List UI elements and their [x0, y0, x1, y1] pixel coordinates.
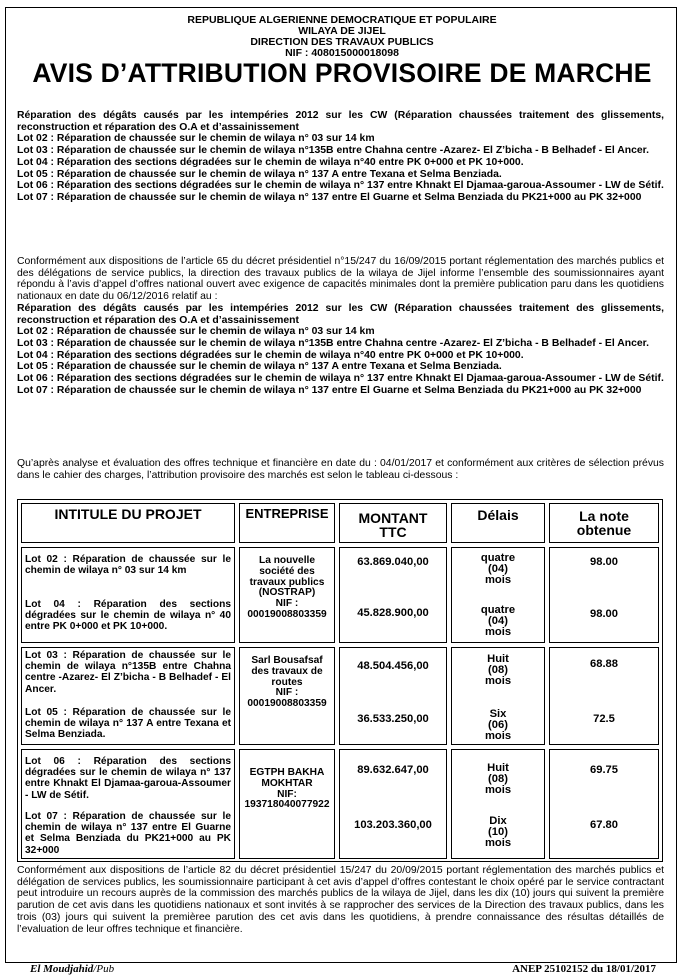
row-lot-04-delay-unit: mois [484, 626, 512, 638]
row-lot-03-amount: 48.504.456,00 [357, 660, 429, 672]
intro-lot-04: Lot 04 : Réparation des sections dégradées sur le chemin de wilaya n°40 entre PK 0+000 et PK 10+000. [17, 156, 524, 168]
row-lot-07-project: Lot 07 : Réparation de chaussée sur le chemin de wilaya n° 137 entre El Guarne et Selma Benziada du PK21+000 au PK 32+000 [25, 811, 231, 856]
header-project: INTITULE DU PROJET [54, 506, 202, 522]
row-lot-02-amount: 63.869.040,00 [357, 556, 429, 568]
row-lot-05-delay-word: Six [489, 708, 507, 720]
row-lot-04-project: Lot 04 : Réparation des sections dégradées sur le chemin de wilaya n° 40 entre PK 0+000 et PK 10+000. [25, 599, 231, 633]
company-nostrap-line2: société des [259, 565, 315, 577]
row-lot-06-delay-unit: mois [484, 784, 512, 796]
company-bakha-line2: MOKHTAR [261, 777, 313, 789]
header-score-line1: La note [579, 508, 629, 524]
row-lot-06-delay-number: (08) [488, 773, 508, 785]
row-lot-05-score: 72.5 [593, 713, 615, 725]
row-lot-02-delay-word: quatre [480, 552, 516, 564]
repeat-lot-02: Lot 02 : Réparation de chaussée sur le chemin de wilaya n° 03 sur 14 km [17, 326, 375, 338]
company-nostrap [239, 556, 335, 621]
row-lot-02-delay-unit: mois [484, 574, 512, 586]
intro-lot-03: Lot 03 : Réparation de chaussée sur le chemin de wilaya n°135B entre Chahna centre -Azarez- El Z’bicha - B Belhadef - El Ancer. [17, 145, 650, 157]
row-lot-03-project: Lot 03 : Réparation de chaussée sur le chemin de wilaya n°135B entre Chahna centre -Azarez- El Z’bicha - B Belhadef - El Ancer. [25, 650, 231, 695]
company-bousafsaf [239, 656, 335, 710]
company-nostrap-nif: 00019008803359 [247, 608, 327, 620]
header-amount-line1: MONTANT [358, 510, 428, 526]
row-lot-04-delay [451, 605, 545, 638]
company-bousafsaf-line3: routes [271, 676, 303, 688]
header-delay: Délais [477, 507, 519, 523]
company-nostrap-line3: travaux publics [249, 576, 325, 588]
company-bakha-nif: 193718040077922 [244, 799, 330, 811]
intro-object: Réparation des dégâts causés par les intempéries 2012 sur les CW (Réparation chaussées traitement des glissements, reconstruction et réparation des O.A et d’assainissement [17, 110, 664, 133]
row-lot-05-delay [451, 709, 545, 742]
evaluation-paragraph: Qu’après analyse et évaluation des offres technique et financière en date du : 04/01/2017 et conformément aux critères de sélection prévus dans le cahier des charges, l’attribution provisoire des marchés est selon le tableau ci-dessous : [17, 458, 664, 481]
row-lot-02-project: Lot 02 : Réparation de chaussée sur le chemin de wilaya n° 03 sur 14 km [25, 554, 231, 577]
row-lot-03-delay-number: (08) [488, 664, 508, 676]
company-bousafsaf-nif: 00019008803359 [247, 698, 327, 710]
footer-pub-label: Pub [96, 963, 115, 975]
article-65-block [17, 256, 664, 396]
row-lot-06-delay [451, 763, 545, 796]
row-lot-03-delay-word: Huit [487, 653, 509, 665]
footer-paper-name: El Moudjahid [30, 963, 94, 975]
footer-separator: / [93, 963, 97, 975]
row-lot-05-amount: 36.533.250,00 [357, 713, 429, 725]
row-lot-07-delay-unit: mois [484, 837, 512, 849]
row-lot-06-score: 69.75 [590, 764, 618, 776]
row-lot-03-score: 68.88 [590, 658, 618, 670]
intro-lot-06: Lot 06 : Réparation des sections dégradées sur le chemin de wilaya n° 137 entre Khnakt El Djamaa-garoua-Assoumer - LW de Sétif. [17, 180, 664, 192]
article-65-paragraph: Conformément aux dispositions de l’article 65 du décret présidentiel n°15/247 du 16/09/2015 portant réglementation des marchés publics et des délégations de service publics, la direction des travaux publics de la wilaya de Jijel informe l’ensemble des soumissionnaires ayant répondu à l’avis d’appel d’offres national ouvert avec exigence de capacités minimales dont la première publication paru dans les quotidiens nationaux en date du 06/12/2016 relatif au : [17, 256, 664, 303]
company-bousafsaf-line1: Sarl Bousafsaf [251, 655, 323, 666]
row-lot-07-delay-number: (10) [488, 826, 508, 838]
intro-block [17, 110, 664, 204]
company-nostrap-line4: (NOSTRAP) [258, 587, 316, 599]
header-amount-line2: TTC [379, 524, 407, 540]
header-nif: NIF : 408015000018098 [285, 47, 399, 59]
row-lot-02-delay [451, 553, 545, 586]
row-lot-04-delay-number: (04) [488, 615, 508, 627]
repeat-lot-05: Lot 05 : Réparation de chaussée sur le chemin de wilaya n° 137 A entre Texana et Selma Benziada. [17, 361, 502, 373]
row-lot-04-amount: 45.828.900,00 [357, 607, 429, 619]
row-lot-06-delay-word: Huit [487, 762, 509, 774]
row-lot-04-delay-word: quatre [480, 604, 516, 616]
row-lot-05-project: Lot 05 : Réparation de chaussée sur le chemin de wilaya n° 137 A entre Texana et Selma Benziada. [25, 707, 231, 741]
header-score-line2: obtenue [576, 522, 632, 538]
row-lot-05-delay-unit: mois [484, 730, 512, 742]
header-company: ENTREPRISE [245, 506, 329, 521]
repeat-lot-07: Lot 07 : Réparation de chaussée sur le chemin de wilaya n° 137 entre El Guarne et Selma Benziada du PK21+000 au PK 32+000 [17, 384, 642, 396]
header-direction: DIRECTION DES TRAVAUX PUBLICS [250, 36, 434, 48]
company-bousafsaf-line2: des travaux de [251, 665, 323, 677]
company-bakha-nif-label: NIF: [277, 788, 297, 800]
notice-title: AVIS D’ATTRIBUTION PROVISOIRE DE MARCHE [32, 58, 652, 88]
header-wilaya: WILAYA DE JIJEL [298, 25, 386, 37]
intro-lot-02: Lot 02 : Réparation de chaussée sur le chemin de wilaya n° 03 sur 14 km [17, 133, 375, 145]
header-republic: REPUBLIQUE ALGERIENNE DEMOCRATIQUE ET POPULAIRE [187, 14, 497, 26]
row-lot-03-delay-unit: mois [484, 675, 512, 687]
row-lot-04-score: 98.00 [590, 608, 618, 620]
row-lot-07-score: 67.80 [590, 819, 618, 831]
company-bakha-line1: EGTPH BAKHA [249, 767, 325, 778]
company-bousafsaf-nif-label: NIF : [275, 687, 299, 699]
footer-newspaper [30, 963, 114, 975]
row-lot-06-amount: 89.632.647,00 [357, 764, 429, 776]
row-lot-02-delay-number: (04) [488, 563, 508, 575]
repeat-object: Réparation des dégâts causés par les intempéries 2012 sur les CW (Réparation chaussées traitement des glissements, reconstruction et réparation des O.A et d’assainissement [17, 302, 664, 326]
company-nostrap-nif-label: NIF : [275, 598, 299, 610]
row-lot-07-delay [451, 816, 545, 849]
repeat-lot-03: Lot 03 : Réparation de chaussée sur le chemin de wilaya n°135B entre Chahna centre -Azarez- El Z’bicha - B Belhadef - El Ancer. [17, 337, 650, 349]
repeat-lot-06: Lot 06 : Réparation des sections dégradées sur le chemin de wilaya n° 137 entre Khnakt El Djamaa-garoua-Assoumer - LW de Sétif. [17, 373, 664, 385]
row-lot-05-delay-number: (06) [488, 719, 508, 731]
attribution-table [17, 499, 663, 862]
company-bakha [239, 768, 335, 811]
row-lot-03-delay [451, 654, 545, 687]
intro-lot-07: Lot 07 : Réparation de chaussée sur le chemin de wilaya n° 137 entre El Guarne et Selma Benziada du PK21+000 au PK 32+000 [17, 191, 642, 203]
footer-anep-reference: ANEP 25102152 du 18/01/2017 [512, 963, 656, 975]
intro-lot-05: Lot 05 : Réparation de chaussée sur le chemin de wilaya n° 137 A entre Texana et Selma Benziada. [17, 168, 502, 180]
repeat-lot-04: Lot 04 : Réparation des sections dégradées sur le chemin de wilaya n°40 entre PK 0+000 et PK 10+000. [17, 349, 524, 361]
row-lot-06-project: Lot 06 : Réparation des sections dégradées sur le chemin de wilaya n° 137 entre Khnakt El Djamaa-garoua-Assoumer - LW de Sétif. [25, 756, 231, 801]
row-lot-02-score: 98.00 [590, 556, 618, 568]
company-nostrap-line1: La nouvelle [258, 555, 316, 566]
article-82-paragraph: Conformément aux dispositions de l’article 82 du décret présidentiel 15/247 du 20/09/2015 portant réglementation des marchés publics et délégation de services publics, les soumissionnaire participant à cet avis d’appel d’offres contestant le choix opéré par le service contractant peut introduire un recours auprès de la commission des marchés publics de la wilaya de Jijel, dans les dix (10) jours qui suivent la première parution de cet avis dans les quotidiens nationaux et sont invités à se rapprocher des services de la Direction des travaux publics, dans les trois (03) jours qui suivent la premièree parution des cet avis dans les quotidiens, à prendre connaissance des résultas détaillés de l’evaluation de leur offres technique et financière. [17, 865, 664, 935]
row-lot-07-amount: 103.203.360,00 [354, 819, 432, 831]
row-lot-07-delay-word: Dix [489, 815, 507, 827]
